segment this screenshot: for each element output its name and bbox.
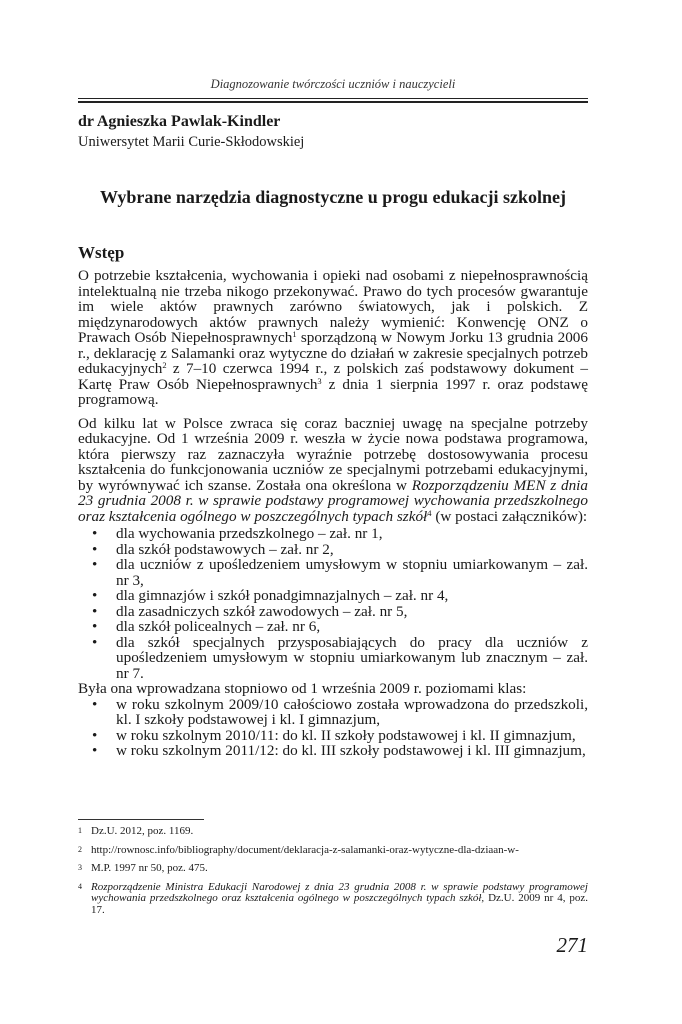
list-item: • w roku szkolnym 2010/11: do kl. II szkoły podstawowej i kl. II gimnazjum, (92, 726, 576, 744)
author-name: dr Agnieszka Pawlak-Kindler (78, 113, 281, 130)
bullet-icon: • (92, 525, 98, 542)
list-item: • dla szkół specjalnych przysposabiających do pracy dla uczniów z upośledzeniem umysłowym w stopniu umiarkowanym lub znacznym – zał. nr 7. (92, 633, 588, 682)
footnotes (78, 826, 588, 923)
list-item: • dla gimnazjów i szkół ponadgimnazjalnych – zał. nr 4, (92, 587, 449, 604)
bullet-icon: • (92, 633, 98, 651)
bullet-icon: • (92, 602, 98, 620)
footnote: 1 Dz.U. 2012, poz. 1169. (78, 825, 194, 837)
rollout-list (78, 697, 588, 759)
footnote-ref-2[interactable]: 2 (162, 360, 167, 370)
footnote: 4 Rozporządzenie Ministra Edukacji Narodowej z dnia 23 grudnia 2008 r. w sprawie podstawy programowej wychowania przedszkolnego oraz kształcenia ogólnego w poszczególnych typach szkół, Dz.U. 2009 nr 4, poz. 17. (78, 880, 588, 916)
list-item: • dla uczniów z upośledzeniem umysłowym w stopniu umiarkowanym – zał. nr 3, (92, 556, 588, 589)
list-item: • w roku szkolnym 2011/12: do kl. III szkoły podstawowej i kl. III gimnazjum, (92, 742, 586, 759)
page-number: 271 (556, 933, 588, 957)
list-item: • dla szkół podstawowych – zał. nr 2, (92, 540, 334, 558)
body-text (78, 268, 588, 759)
paragraph-2: Od kilku lat w Polsce zwraca się coraz baczniej uwagę na specjalne potrzeby edukacyjne. Od 1 września 2009 r. weszła w życie nowa podstawa programowa, która pierwszy raz zaznaczyła wyraźnie potrzebę dostosowywania procesu kształcenia do funkcjonowania uczniów ze specjalnymi potrzebami edukacyjnymi, by wyrównywać ich szanse. Została ona określona w Rozporządzeniu MEN z dnia 23 grudnia 2008 r. w sprawie podstawy programowej wychowania przedszkolnego oraz kształcenia ogólnego w poszczególnych typach szkół$^4$ (w postaci załączników): (78, 414, 588, 525)
bullet-icon: • (92, 695, 98, 713)
bullet-icon: • (92, 587, 98, 604)
list-item: • w roku szkolnym 2009/10 całościowo została wprowadzona do przedszkoli, kl. I szkoły podstawowej i kl. I gimnazjum, (92, 695, 588, 728)
footnote-ref-1[interactable]: 1 (292, 329, 297, 339)
paragraph-1: O potrzebie kształcenia, wychowania i opieki nad osobami z niepełnosprawnością intelektualną nie trzeba nikogo przekonywać. Prawo do tych procesów gwarantuje im wiele aktów prawnych zarówno światowych, jak i polskich. Z międzynarodowych aktów prawnych należy wymienić: Konwencję ONZ o Prawach Osób Niepełnosprawnych$^1$ sporządzoną w Nowym Jorku 13 grudnia 2006 r., deklarację z Salamanki oraz wytyczne do działań w zakresie specjalnych potrzeb edukacyjnych$^2$ z 7–10 czerwca 1994 r., z polskich zaś podstawowy dokument – Kartę Praw Osób Niepełnosprawnych$^3$ z dnia 1 sierpnia 1997 r. oraz podstawę programową. (78, 267, 588, 408)
bullet-icon: • (92, 726, 98, 744)
header-rule-thick (78, 101, 588, 103)
bullet-icon: • (92, 618, 98, 635)
running-head: Diagnozowanie twórczości uczniów i nauczycieli (210, 77, 456, 91)
attachments-list (78, 526, 588, 681)
bullet-icon: • (92, 742, 98, 759)
list-item: • dla wychowania przedszkolnego – zał. nr 1, (92, 525, 383, 542)
bullet-icon: • (92, 540, 98, 558)
article-title: Wybrane narzędzia diagnostyczne u progu edukacji szkolnej (99, 187, 566, 207)
paragraph-3: Była ona wprowadzana stopniowo od 1 września 2009 r. poziomami klas: (78, 680, 527, 697)
footnote: 3 M.P. 1997 nr 50, poz. 475. (78, 862, 208, 874)
section-heading: Wstęp (78, 243, 125, 262)
footnote-ref-3[interactable]: 3 (317, 375, 322, 386)
author-affiliation: Uniwersytet Marii Curie-Skłodowskiej (78, 134, 305, 150)
regulation-title: Rozporządzeniu MEN z dnia 23 grudnia 2008 r. w sprawie podstawy programowej wychowania przedszkolnego oraz kształcenia ogólnego w poszczególnych typach szkół (78, 476, 588, 525)
footnote-link[interactable]: http://rownosc.info/bibliography/document/deklaracja-z-salamanki-oraz-wytyczne-dla-dziaan-w- (91, 843, 519, 856)
bullet-icon: • (92, 556, 98, 573)
header-rule-thin (78, 98, 588, 99)
footnote-rule (78, 819, 204, 820)
footnote: 2 http://rownosc.info/bibliography/document/deklaracja-z-salamanki-oraz-wytyczne-dla-dziaan-w- (78, 843, 519, 856)
list-item: • dla zasadniczych szkół zawodowych – zał. nr 5, (92, 602, 408, 620)
footnote-ref-4[interactable]: 4 (427, 507, 432, 518)
list-item: • dla szkół policealnych – zał. nr 6, (92, 618, 321, 635)
